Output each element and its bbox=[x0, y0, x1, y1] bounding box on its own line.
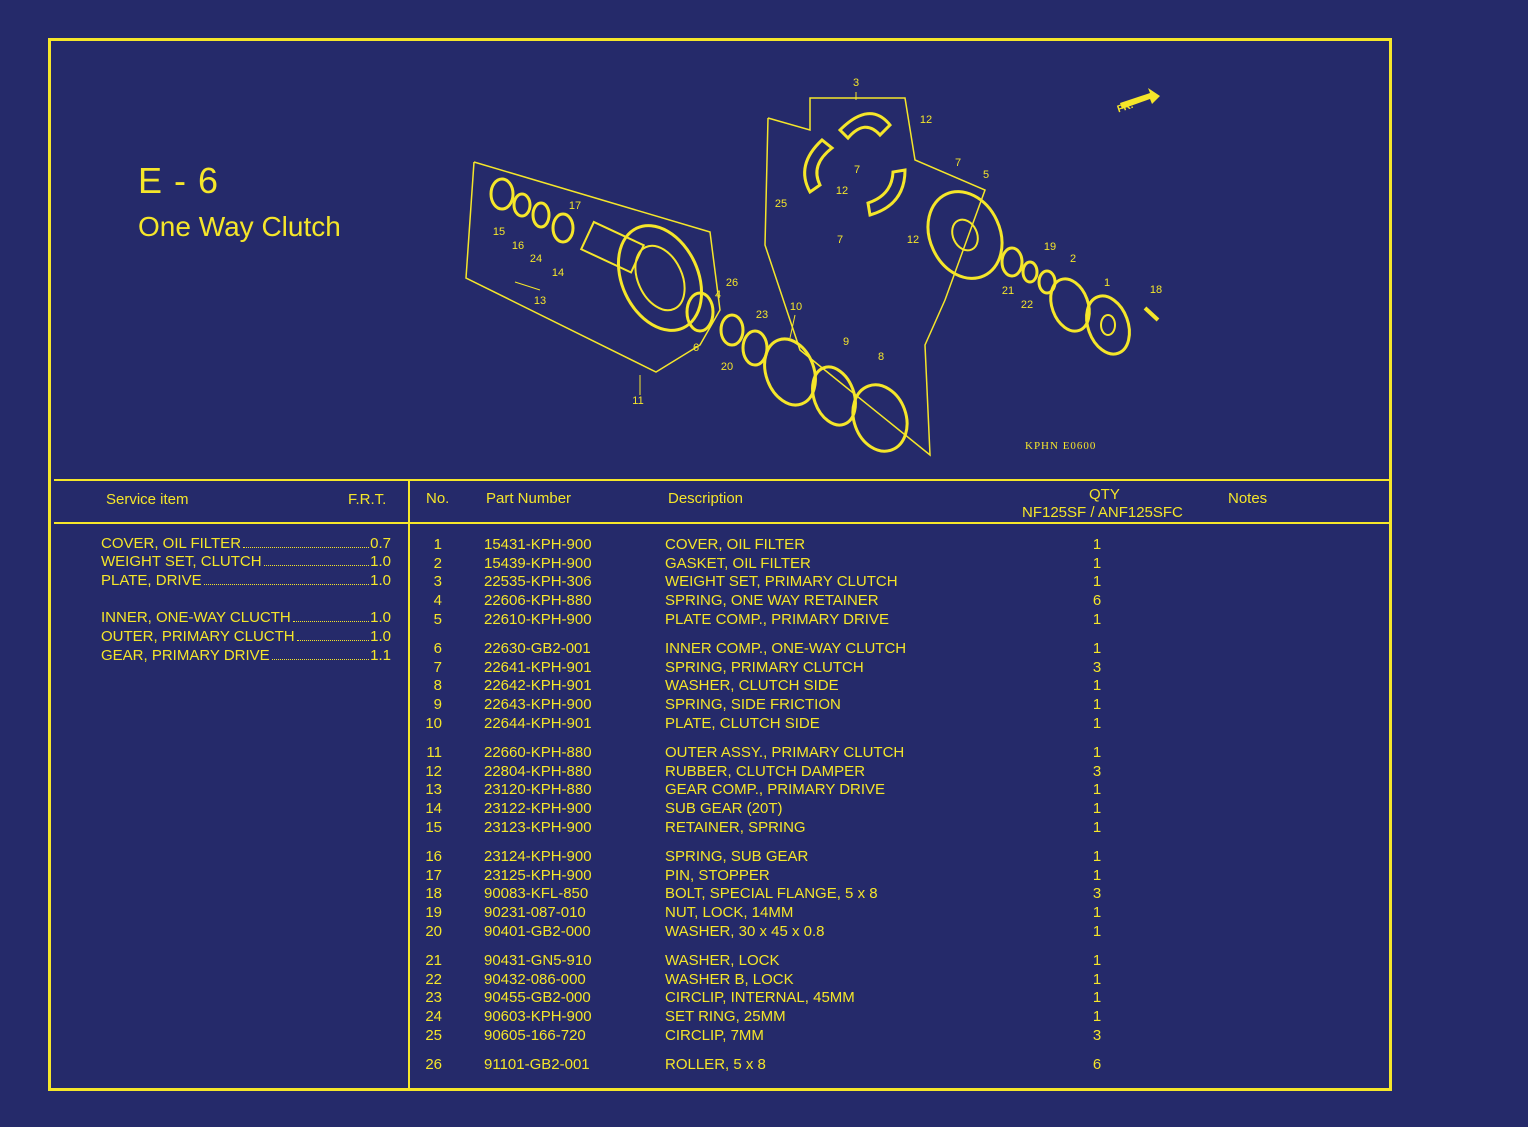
part-description: WEIGHT SET, PRIMARY CLUTCH bbox=[665, 573, 898, 591]
part-no: 21 bbox=[425, 952, 442, 969]
callout-label: 7 bbox=[954, 157, 962, 169]
part-number-header: Part Number bbox=[486, 490, 572, 507]
part-description: WASHER, LOCK bbox=[665, 952, 780, 969]
part-description: GEAR COMP., PRIMARY DRIVE bbox=[665, 781, 886, 799]
callout-label: 22 bbox=[1020, 299, 1034, 311]
table-row bbox=[412, 922, 1172, 941]
part-number: 90431-GN5-910 bbox=[484, 952, 592, 969]
part-qty: 1 bbox=[1092, 781, 1102, 799]
qty-header: QTY bbox=[1089, 486, 1120, 503]
table-row bbox=[412, 762, 1172, 781]
part-no: 13 bbox=[425, 781, 442, 799]
service-item-frt: 0.7 bbox=[370, 535, 391, 552]
part-no: 1 bbox=[433, 536, 442, 553]
service-item-frt: 1.0 bbox=[370, 553, 391, 570]
part-number: 22610-KPH-900 bbox=[484, 610, 592, 628]
part-description: ROLLER, 5 x 8 bbox=[665, 1056, 766, 1073]
service-item bbox=[101, 609, 391, 627]
part-no: 11 bbox=[426, 744, 442, 761]
callout-label: 20 bbox=[720, 361, 734, 373]
direction-label: FR. bbox=[1115, 99, 1135, 116]
service-item-header: Service item bbox=[106, 491, 189, 508]
section-title: One Way Clutch bbox=[138, 211, 341, 242]
table-row bbox=[412, 572, 1172, 591]
service-item-frt: 1.0 bbox=[370, 609, 391, 626]
part-description: PLATE, CLUTCH SIDE bbox=[665, 714, 820, 732]
table-row bbox=[412, 554, 1172, 573]
table-row bbox=[412, 799, 1172, 818]
part-description: SPRING, PRIMARY CLUTCH bbox=[665, 658, 864, 676]
part-qty: 1 bbox=[1092, 554, 1102, 572]
table-row bbox=[412, 988, 1172, 1007]
leader-dots bbox=[264, 564, 370, 566]
table-row bbox=[412, 1007, 1172, 1026]
part-number: 23120-KPH-880 bbox=[484, 781, 592, 799]
part-number: 22643-KPH-900 bbox=[484, 696, 592, 714]
table-row bbox=[412, 1026, 1172, 1045]
part-number: 91101-GB2-001 bbox=[484, 1056, 590, 1073]
callout-label: 4 bbox=[714, 289, 722, 301]
table-row bbox=[412, 535, 1172, 554]
part-description: WASHER B, LOCK bbox=[665, 970, 794, 988]
callout-label: 25 bbox=[774, 198, 788, 210]
part-number: 90455-GB2-000 bbox=[484, 989, 591, 1007]
part-no: 3 bbox=[433, 573, 442, 591]
part-description: SET RING, 25MM bbox=[665, 1008, 786, 1026]
part-no: 20 bbox=[425, 922, 442, 940]
service-item bbox=[101, 628, 391, 646]
part-qty: 1 bbox=[1092, 610, 1102, 628]
service-item-label: COVER, OIL FILTER bbox=[101, 535, 242, 552]
exploded-parts-diagram bbox=[460, 70, 1180, 465]
part-qty: 1 bbox=[1092, 904, 1102, 922]
part-description: COVER, OIL FILTER bbox=[665, 536, 806, 553]
part-no: 14 bbox=[425, 800, 442, 818]
part-no: 15 bbox=[425, 818, 442, 836]
drive-plate bbox=[914, 179, 1015, 290]
part-description: SPRING, SUB GEAR bbox=[665, 848, 809, 865]
diagram-code: KPHN E0600 bbox=[1025, 440, 1097, 452]
part-qty: 1 bbox=[1092, 848, 1102, 865]
weight-set-shoe bbox=[805, 140, 832, 192]
callout-label: 3 bbox=[852, 77, 860, 89]
service-item bbox=[101, 553, 391, 571]
part-qty: 1 bbox=[1092, 696, 1102, 714]
part-description: INNER COMP., ONE-WAY CLUTCH bbox=[665, 640, 907, 657]
part-no: 17 bbox=[425, 866, 442, 884]
callout-label: 2 bbox=[1069, 253, 1077, 265]
table-row bbox=[412, 676, 1172, 695]
service-item-label: WEIGHT SET, CLUTCH bbox=[101, 553, 262, 570]
table-header-rule bbox=[54, 522, 1392, 524]
part-qty: 1 bbox=[1092, 952, 1102, 969]
callout-label: 26 bbox=[725, 277, 739, 289]
part-number: 22642-KPH-901 bbox=[484, 677, 592, 695]
part-qty: 1 bbox=[1092, 573, 1102, 591]
callout-label: 12 bbox=[919, 114, 933, 126]
part-qty: 1 bbox=[1092, 744, 1102, 761]
service-item-frt: 1.1 bbox=[370, 647, 391, 664]
table-row bbox=[412, 847, 1172, 866]
diagram-outline bbox=[765, 98, 985, 455]
table-row bbox=[412, 780, 1172, 799]
qty-models-header: NF125SF / ANF125SFC bbox=[1022, 504, 1183, 521]
part-no: 8 bbox=[433, 677, 442, 695]
part-number: 22535-KPH-306 bbox=[484, 573, 592, 591]
table-row bbox=[412, 591, 1172, 610]
leader-dots bbox=[204, 583, 370, 585]
part-number: 22660-KPH-880 bbox=[484, 744, 592, 761]
callout-label: 13 bbox=[533, 295, 547, 307]
part-number: 90083-KFL-850 bbox=[484, 885, 589, 903]
part-number: 15439-KPH-900 bbox=[484, 554, 592, 572]
callout-label: 7 bbox=[853, 164, 861, 176]
table-row bbox=[412, 903, 1172, 922]
part-description: WASHER, CLUTCH SIDE bbox=[665, 677, 839, 695]
part-no: 18 bbox=[425, 885, 442, 903]
table-row bbox=[412, 970, 1172, 989]
callout-label: 11 bbox=[632, 395, 644, 407]
frt-header: F.R.T. bbox=[348, 491, 387, 508]
part-number: 22644-KPH-901 bbox=[484, 714, 592, 732]
part-no: 9 bbox=[433, 696, 442, 714]
part-description: BOLT, SPECIAL FLANGE, 5 x 8 bbox=[665, 885, 878, 903]
part-qty: 1 bbox=[1092, 970, 1102, 988]
part-qty: 3 bbox=[1092, 658, 1102, 676]
table-row bbox=[412, 866, 1172, 885]
table-row bbox=[412, 743, 1172, 762]
part-qty: 1 bbox=[1092, 800, 1102, 818]
part-no: 12 bbox=[425, 762, 442, 780]
table-top-rule bbox=[54, 479, 1392, 481]
weight-set-shoe bbox=[840, 114, 890, 138]
part-number: 90432-086-000 bbox=[484, 970, 586, 988]
callout-label: 10 bbox=[789, 301, 803, 313]
service-item-frt: 1.0 bbox=[370, 628, 391, 645]
service-item bbox=[101, 535, 391, 553]
leader-dots bbox=[272, 658, 369, 660]
callout-label: 9 bbox=[842, 336, 850, 348]
part-description: GASKET, OIL FILTER bbox=[665, 554, 811, 572]
part-no: 26 bbox=[425, 1056, 442, 1073]
service-item bbox=[101, 572, 391, 590]
part-description: PIN, STOPPER bbox=[665, 866, 770, 884]
part-description: SPRING, ONE WAY RETAINER bbox=[665, 592, 879, 610]
table-row bbox=[412, 695, 1172, 714]
section-code: E - 6 bbox=[138, 160, 220, 201]
service-item-label: PLATE, DRIVE bbox=[101, 572, 202, 589]
leader-dots bbox=[293, 620, 369, 622]
part-no: 7 bbox=[433, 658, 442, 676]
part-description: SPRING, SIDE FRICTION bbox=[665, 696, 841, 714]
part-description: PLATE COMP., PRIMARY DRIVE bbox=[665, 610, 889, 628]
callout-label: 12 bbox=[835, 185, 849, 197]
part-number: 15431-KPH-900 bbox=[484, 536, 592, 553]
service-item-label: INNER, ONE-WAY CLUCTH bbox=[101, 609, 291, 626]
part-number: 23123-KPH-900 bbox=[484, 818, 592, 836]
part-qty: 3 bbox=[1092, 885, 1102, 903]
table-row bbox=[412, 818, 1172, 837]
part-qty: 6 bbox=[1092, 1056, 1102, 1073]
callout-label: 14 bbox=[551, 267, 565, 279]
part-no: 23 bbox=[425, 989, 442, 1007]
service-item-label: GEAR, PRIMARY DRIVE bbox=[101, 647, 270, 664]
table-row bbox=[412, 714, 1172, 733]
part-number: 90401-GB2-000 bbox=[484, 922, 591, 940]
washer-clutch-side bbox=[844, 377, 916, 459]
retainer-spring bbox=[491, 179, 513, 209]
part-qty: 3 bbox=[1092, 762, 1102, 780]
part-number: 22630-GB2-001 bbox=[484, 640, 591, 657]
callout-label: 17 bbox=[568, 200, 582, 212]
callout-label: 15 bbox=[492, 226, 506, 238]
part-qty: 1 bbox=[1092, 989, 1102, 1007]
callout-label: 6 bbox=[692, 342, 700, 354]
callout-label: 16 bbox=[511, 240, 525, 252]
callout-label: 7 bbox=[836, 234, 844, 246]
callout-label: 19 bbox=[1043, 241, 1057, 253]
table-row bbox=[412, 639, 1172, 658]
part-description: RUBBER, CLUTCH DAMPER bbox=[665, 762, 866, 780]
part-no: 4 bbox=[433, 592, 442, 610]
callout-label: 12 bbox=[906, 234, 920, 246]
part-qty: 1 bbox=[1092, 536, 1102, 553]
part-no: 25 bbox=[425, 1026, 442, 1044]
table-row bbox=[412, 610, 1172, 629]
callout-label: 21 bbox=[1001, 285, 1015, 297]
callout-label: 8 bbox=[877, 351, 885, 363]
table-row bbox=[412, 884, 1172, 903]
part-qty: 1 bbox=[1092, 922, 1102, 940]
part-qty: 1 bbox=[1092, 677, 1102, 695]
part-qty: 6 bbox=[1092, 592, 1102, 610]
service-item bbox=[101, 647, 391, 665]
leader-dots bbox=[297, 639, 370, 641]
part-description: RETAINER, SPRING bbox=[665, 818, 806, 836]
part-number: 90231-087-010 bbox=[484, 904, 586, 922]
table-row bbox=[412, 951, 1172, 970]
part-qty: 3 bbox=[1092, 1026, 1102, 1044]
part-qty: 1 bbox=[1092, 866, 1102, 884]
notes-header: Notes bbox=[1228, 490, 1268, 507]
service-item-frt: 1.0 bbox=[370, 572, 391, 589]
callout-label: 24 bbox=[529, 253, 543, 265]
part-qty: 1 bbox=[1092, 640, 1102, 657]
part-number: 23125-KPH-900 bbox=[484, 866, 592, 884]
part-no: 24 bbox=[425, 1008, 442, 1026]
part-qty: 1 bbox=[1092, 1008, 1102, 1026]
part-qty: 1 bbox=[1092, 714, 1102, 732]
part-description: CIRCLIP, INTERNAL, 45MM bbox=[665, 989, 855, 1007]
weight-set-shoe bbox=[868, 170, 905, 215]
part-no: 19 bbox=[425, 904, 442, 922]
part-description: OUTER ASSY., PRIMARY CLUTCH bbox=[665, 744, 905, 761]
part-number: 22641-KPH-901 bbox=[484, 658, 592, 676]
part-number: 23124-KPH-900 bbox=[484, 848, 592, 865]
clutch-outer bbox=[602, 212, 717, 344]
part-number: 22606-KPH-880 bbox=[484, 592, 592, 610]
leader-dots bbox=[243, 546, 369, 548]
part-number: 23122-KPH-900 bbox=[484, 800, 592, 818]
service-item-label: OUTER, PRIMARY CLUCTH bbox=[101, 628, 295, 645]
callout-label: 18 bbox=[1149, 284, 1163, 296]
table-divider bbox=[408, 479, 410, 1088]
part-description: WASHER, 30 x 45 x 0.8 bbox=[665, 922, 825, 940]
part-number: 90605-166-720 bbox=[484, 1026, 586, 1044]
callout-label: 23 bbox=[755, 309, 769, 321]
part-number: 22804-KPH-880 bbox=[484, 762, 592, 780]
part-no: 6 bbox=[433, 640, 442, 657]
part-no: 22 bbox=[425, 970, 442, 988]
part-no: 2 bbox=[433, 554, 442, 572]
part-no: 16 bbox=[425, 848, 442, 865]
part-number: 90603-KPH-900 bbox=[484, 1008, 592, 1026]
part-description: CIRCLIP, 7MM bbox=[665, 1026, 764, 1044]
no-header: No. bbox=[426, 490, 450, 507]
table-row bbox=[412, 1055, 1172, 1074]
part-description: SUB GEAR (20T) bbox=[665, 800, 783, 818]
table-row bbox=[412, 658, 1172, 677]
part-description: NUT, LOCK, 14MM bbox=[665, 904, 794, 922]
part-qty: 1 bbox=[1092, 818, 1102, 836]
part-no: 10 bbox=[425, 714, 442, 732]
diagram-outline bbox=[466, 162, 720, 372]
callout-label: 1 bbox=[1103, 277, 1111, 289]
callout-label: 5 bbox=[982, 169, 990, 181]
part-no: 5 bbox=[433, 610, 442, 628]
description-header: Description bbox=[668, 490, 744, 507]
